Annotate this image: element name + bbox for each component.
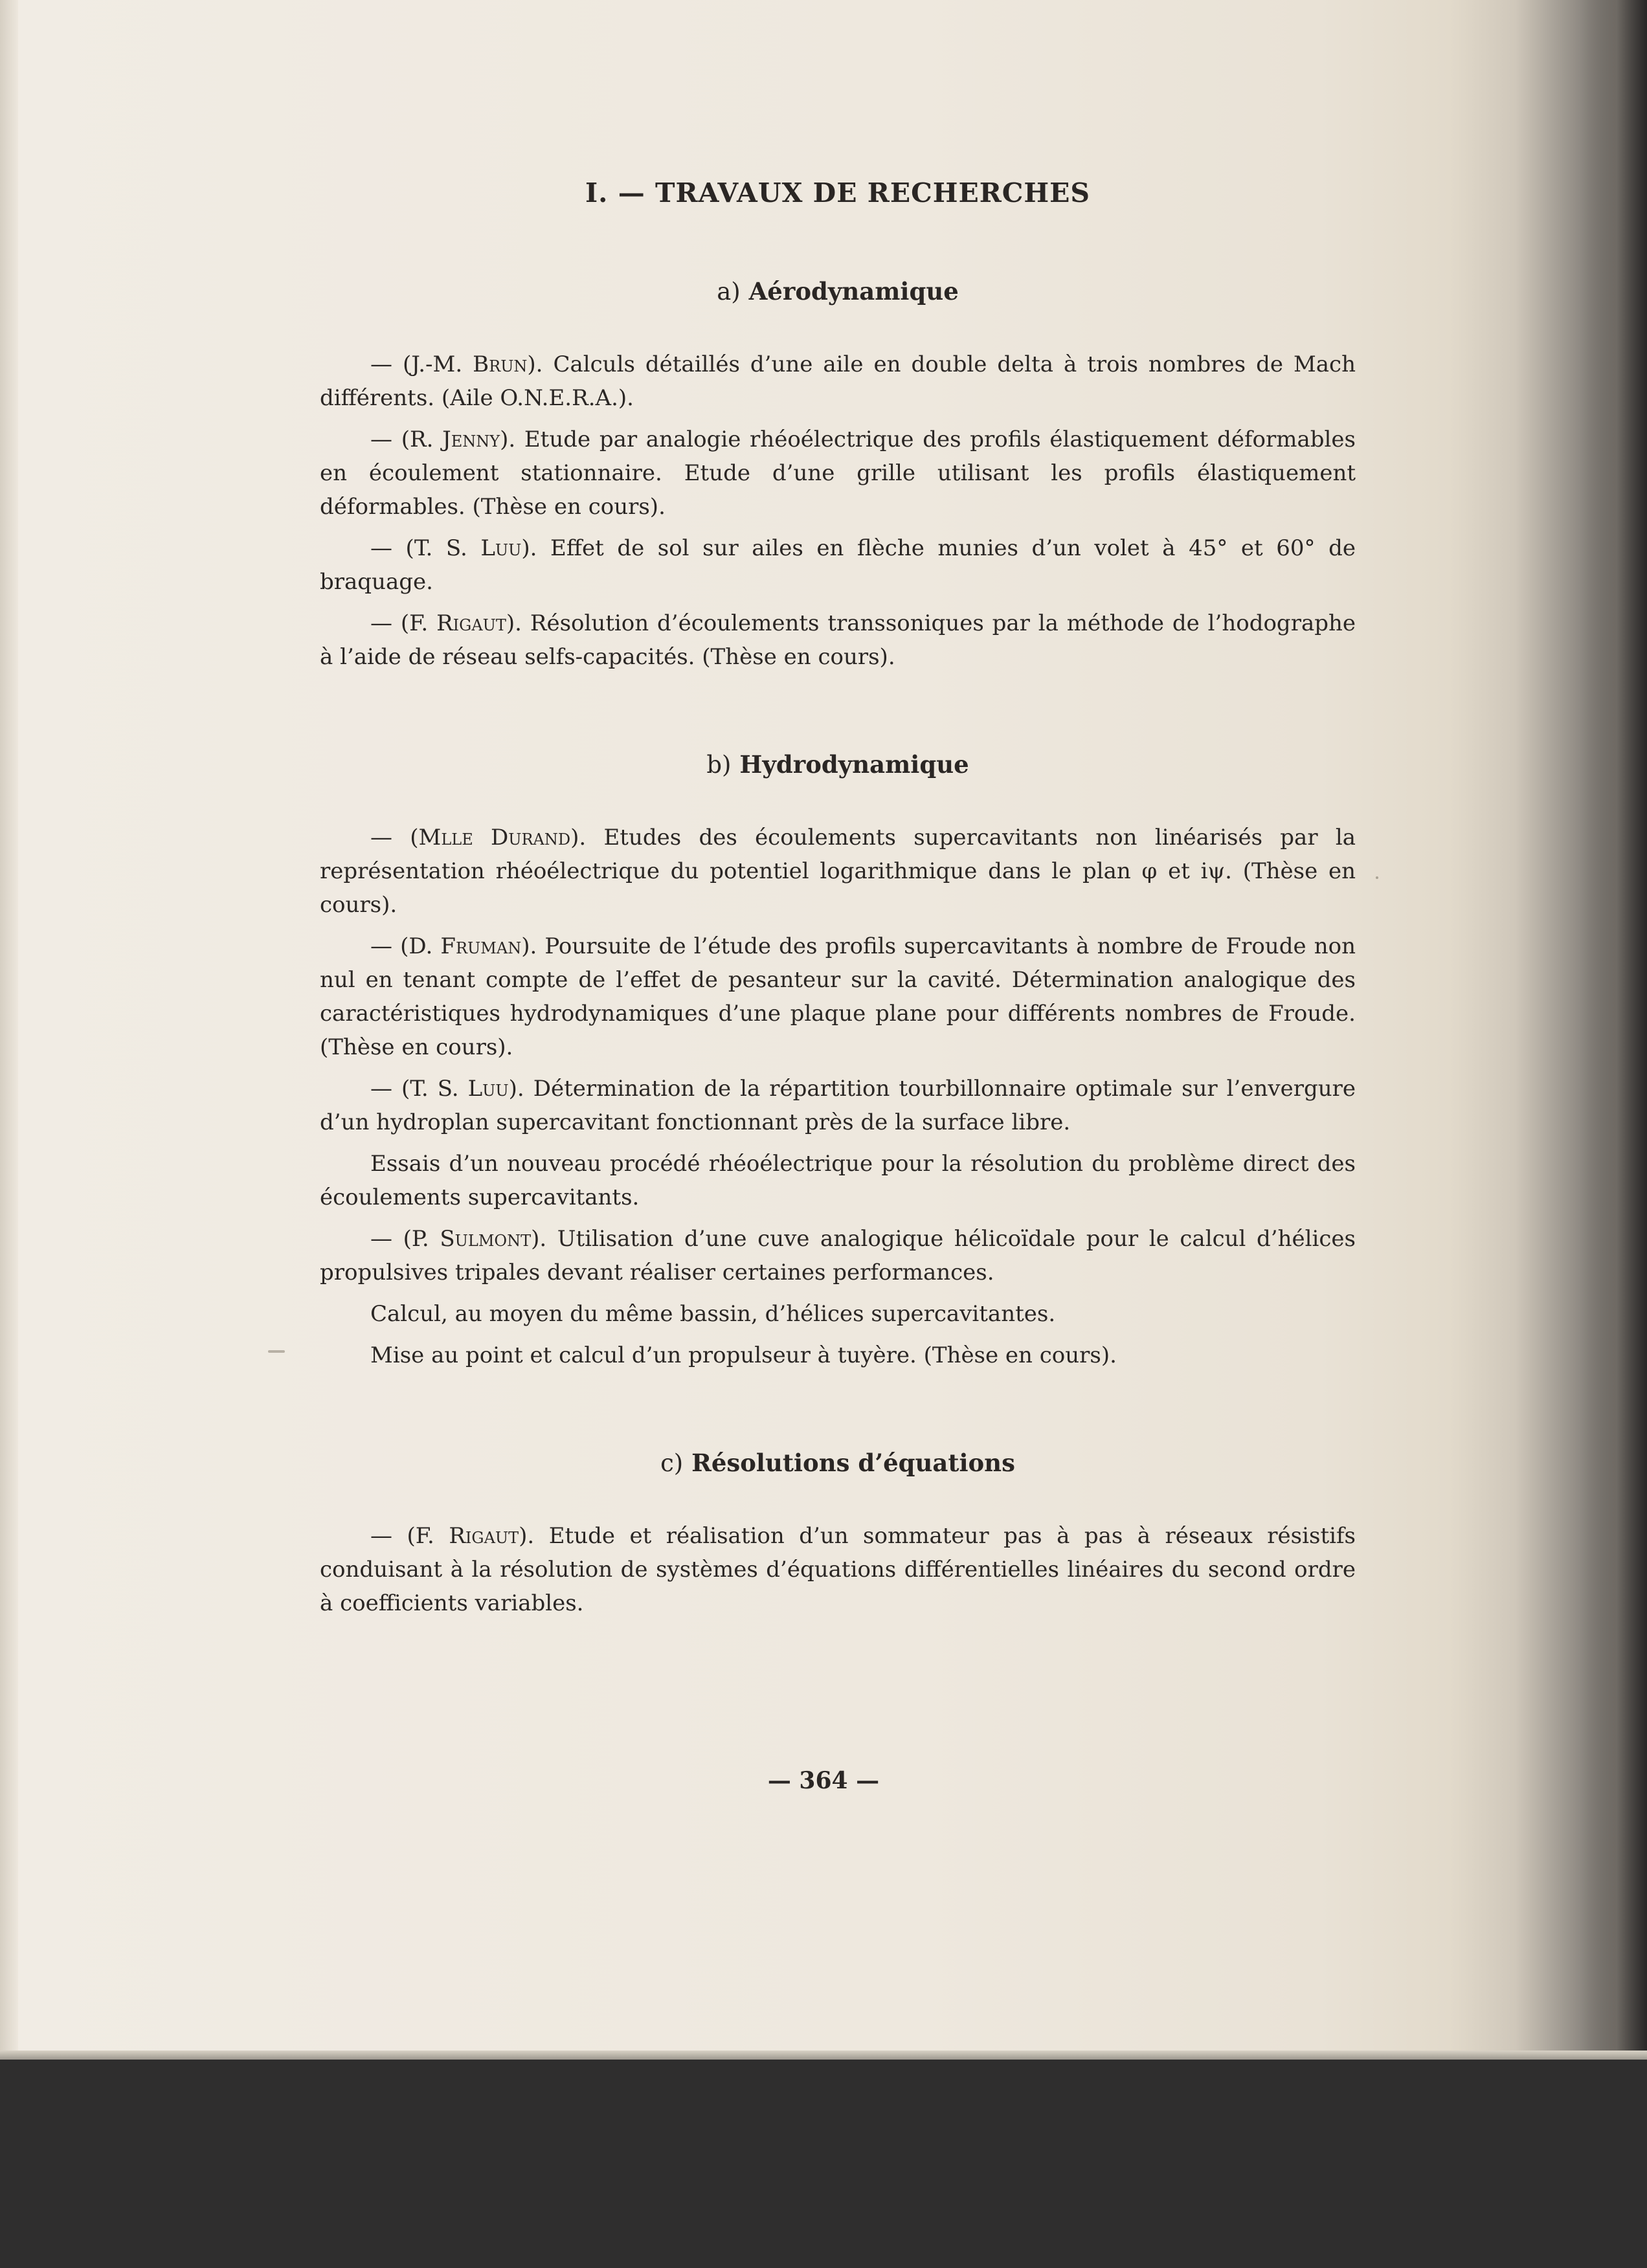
paragraph-suffix: ).: [521, 535, 550, 561]
section-heading: [320, 746, 1356, 783]
paragraph: [320, 1222, 1356, 1289]
paragraph-prefix: — (: [370, 351, 412, 377]
paragraph-text: Effet de sol sur ailes en flèche munies d’un volet à 45° et 60° de braquage.: [320, 535, 1356, 595]
page-left-edge: [0, 0, 18, 2058]
section-letter: b): [706, 751, 732, 779]
paragraph-text: Détermination de la répartition tourbillonnaire optimale sur l’envergure d’un hydroplan supercavitant fonctionnant près de la surface libre.: [320, 1076, 1356, 1135]
paragraph-suffix: ).: [508, 1076, 533, 1102]
page-title: I. — TRAVAUX DE RECHERCHES: [585, 177, 1090, 208]
paragraph: [320, 606, 1356, 674]
paragraph: [320, 531, 1356, 599]
page-binding-shadow: [1580, 0, 1647, 2058]
section: [320, 273, 1356, 674]
paragraph-suffix: ).: [531, 1226, 557, 1252]
section: [320, 1445, 1356, 1620]
paragraph: [320, 1072, 1356, 1139]
page-number: — 364 —: [767, 1767, 880, 1794]
paper-speck: [268, 1350, 285, 1353]
paragraph-text: Etudes des écoulements supercavitants non linéarisés par la représentation rhéoélectrique du potentiel logarithmique dans le plan φ et iψ. (Thèse en cours).: [320, 825, 1356, 918]
paragraph-author: D. Fruman: [409, 933, 522, 959]
paragraph-text: Calcul, au moyen du même bassin, d’hélices supercavitantes.: [370, 1301, 1056, 1327]
paragraph-suffix: ).: [570, 825, 604, 850]
section-letter: a): [717, 278, 741, 306]
paragraph-author: J.-M. Brun: [411, 351, 528, 377]
section-heading: [320, 1445, 1356, 1482]
sections-container: [320, 273, 1356, 1620]
paragraph-prefix: — (: [370, 1523, 416, 1549]
paragraph-text: Calculs détaillés d’une aile en double delta à trois nombres de Mach différents. (Aile O.N.E.R.A.).: [320, 351, 1356, 411]
paragraph-prefix: — (: [370, 825, 419, 850]
paragraph: [320, 1339, 1356, 1372]
paragraph-text: Etude et réalisation d’un sommateur pas à pas à réseaux résistifs conduisant à la résolution de systèmes d’équations différentielles linéaires du second ordre à coefficients variables.: [320, 1523, 1356, 1616]
page-bottom-edge: [0, 2051, 1647, 2060]
section-heading-text: Aérodynamique: [748, 277, 959, 306]
paragraph-suffix: ).: [527, 351, 554, 377]
section-heading: [320, 273, 1356, 310]
paragraph-text: Utilisation d’une cuve analogique hélicoïdale pour le calcul d’hélices propulsives tripales devant réaliser certaines performances.: [320, 1226, 1356, 1285]
paragraph-author: T. S. Luu: [414, 535, 522, 561]
paragraph-text: Résolution d’écoulements transsoniques par la méthode de l’hodographe à l’aide de réseau selfs-capacités. (Thèse en cours).: [320, 610, 1356, 670]
paragraph: [320, 1297, 1356, 1331]
paragraph-prefix: — (: [370, 1076, 410, 1102]
paragraph-author: R. Jenny: [409, 427, 500, 452]
section-heading-text: Résolutions d’équations: [691, 1449, 1015, 1477]
paragraph-prefix: — (: [370, 535, 414, 561]
paragraph-prefix: — (: [370, 1226, 412, 1252]
section-heading-text: Hydrodynamique: [739, 750, 969, 779]
paragraph-prefix: — (: [370, 610, 410, 636]
paragraph-text: Etude par analogie rhéoélectrique des profils élastiquement déformables en écoulement stationnaire. Etude d’une grille utilisant les profils élastiquement déformables. (Thèse en cours).: [320, 427, 1356, 520]
paragraph-author: F. Rigaut: [409, 610, 506, 636]
paragraph: [320, 423, 1356, 524]
paragraph-author: P. Sulmont: [411, 1226, 532, 1252]
section-letter: c): [660, 1449, 684, 1477]
paragraph-author: F. Rigaut: [415, 1523, 519, 1549]
paragraph: [320, 929, 1356, 1064]
paragraph-suffix: ).: [506, 610, 530, 636]
section: [320, 746, 1356, 1372]
paragraph-suffix: ).: [519, 1523, 549, 1549]
paragraph-suffix: ).: [521, 933, 545, 959]
paragraph: [320, 348, 1356, 415]
paragraph-text: Mise au point et calcul d’un propulseur à tuyère. (Thèse en cours).: [370, 1342, 1117, 1368]
paragraph-suffix: ).: [500, 427, 524, 452]
paragraph-prefix: — (: [370, 427, 410, 452]
paragraph-text: Essais d’un nouveau procédé rhéoélectrique pour la résolution du problème direct des écoulements supercavitants.: [320, 1151, 1356, 1210]
paragraph: [320, 1519, 1356, 1620]
paragraph: [320, 821, 1356, 922]
paragraph-prefix: — (: [370, 933, 409, 959]
paragraph-text: Poursuite de l’étude des profils supercavitants à nombre de Froude non nul en tenant compte de l’effet de pesanteur sur la cavité. Détermination analogique des caractéristiques hydrodynamiques d’une plaque plane pour différents nombres de Froude. (Thèse en cours).: [320, 933, 1356, 1060]
paper-speck: [1376, 876, 1378, 879]
paragraph: [320, 1147, 1356, 1214]
paragraph-author: T. S. Luu: [410, 1076, 509, 1102]
page-content: [320, 173, 1356, 1693]
paragraph-author: Mlle Durand: [418, 825, 571, 850]
